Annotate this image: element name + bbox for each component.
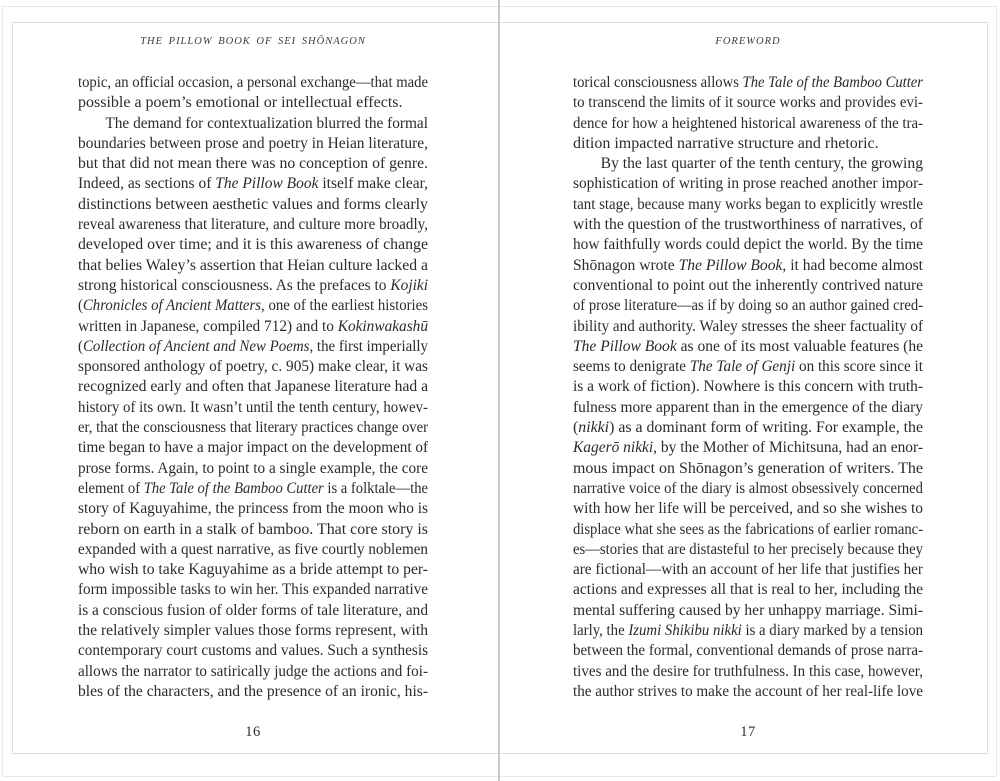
body-line: conventional to point out the inherently contrived nature bbox=[573, 276, 923, 294]
body-line: dence for how a heightened historical awareness of the tra- bbox=[573, 114, 923, 132]
body-line: The Pillow Book as one of its most valuable features (he bbox=[573, 337, 923, 355]
body-line: developed over time; and it is this awareness of change bbox=[78, 236, 428, 254]
body-line: er, that the consciousness that literary practices change over bbox=[78, 419, 428, 437]
body-line: who wish to take Kaguyahime as a bride attempt to per- bbox=[78, 561, 428, 579]
body-line: that belies Waley’s assertion that Heian culture lacked a bbox=[78, 256, 428, 274]
body-line: The demand for contextualization blurred the formal bbox=[105, 114, 429, 132]
left-page-text bbox=[78, 73, 428, 702]
body-line: tant stage, because many works began to explicitly wrestle bbox=[573, 195, 923, 213]
body-line: are fictional—with an account of her life that justifies her bbox=[573, 561, 923, 579]
body-line: the relatively simpler values those forms represent, with bbox=[78, 622, 428, 640]
body-line: allows the narrator to satirically judge the actions and foi- bbox=[78, 662, 428, 680]
right-page-number: 17 bbox=[740, 724, 756, 740]
body-line: ibility and authority. Waley stresses the sheer factuality of bbox=[573, 317, 923, 335]
body-line: but that did not mean there was no conception of genre. bbox=[78, 155, 428, 173]
body-line: tives and the desire for truthfulness. In this case, however, bbox=[573, 662, 923, 680]
body-line: bles of the characters, and the presence of an ironic, his- bbox=[78, 682, 428, 700]
body-line: (Collection of Ancient and New Poems, the first imperially bbox=[78, 337, 428, 355]
body-line: fulness more apparent than in the emergence of the diary bbox=[573, 398, 923, 416]
body-line: actions and expresses all that is real to her, including the bbox=[573, 581, 923, 599]
body-line: possible a poem’s emotional or intellectual effects. bbox=[78, 94, 403, 112]
body-line: written in Japanese, compiled 712) and to Kokinwakashū bbox=[78, 317, 428, 335]
body-line: Kagerō nikki, by the Mother of Michitsuna, had an enor- bbox=[573, 439, 923, 457]
body-line: es—stories that are distasteful to her precisely because they bbox=[573, 540, 923, 558]
body-line: story of Kaguyahime, the princess from the moon who is bbox=[78, 500, 428, 518]
body-line: is a work of fiction). Nowhere is this concern with truth- bbox=[573, 378, 923, 396]
body-line: is a conscious fusion of older forms of tale literature, and bbox=[78, 601, 428, 619]
body-line: prose forms. Again, to point to a single example, the core bbox=[78, 459, 428, 477]
left-page-number: 16 bbox=[245, 724, 261, 740]
body-line: torical consciousness allows The Tale of the Bamboo Cutter bbox=[573, 74, 923, 91]
running-header-right: FOREWORD bbox=[715, 36, 781, 47]
body-line: displace what she sees as the fabrications of earlier romanc- bbox=[573, 520, 923, 538]
body-line: expanded with a quest narrative, as five courtly noblemen bbox=[78, 540, 428, 558]
body-line: (nikki) as a dominant form of writing. For example, the bbox=[573, 419, 923, 437]
body-line: with how her life will be perceived, and so she wishes to bbox=[573, 500, 923, 518]
body-line: mental suffering caused by her unhappy marriage. Simi- bbox=[573, 601, 923, 619]
running-header-left: THE PILLOW BOOK OF SEI SHŌNAGON bbox=[140, 36, 366, 47]
body-line: recognized early and often that Japanese literature had a bbox=[78, 378, 428, 396]
body-line: between the formal, conventional demands of prose narra- bbox=[573, 642, 923, 660]
body-line: Indeed, as sections of The Pillow Book itself make clear, bbox=[78, 175, 428, 193]
body-line: with the question of the trustworthiness of narratives, of bbox=[573, 216, 923, 234]
body-line: sponsored anthology of poetry, c. 905) make clear, it was bbox=[78, 358, 428, 376]
body-line: to transcend the limits of it source works and provides evi- bbox=[573, 94, 923, 112]
body-line: time began to have a major impact on the development of bbox=[78, 439, 428, 457]
body-line: (Chronicles of Ancient Matters, one of the earliest histories bbox=[78, 297, 428, 315]
body-line: element of The Tale of the Bamboo Cutter is a folktale—the bbox=[78, 479, 428, 497]
body-line: strong historical consciousness. As the prefaces to Kojiki bbox=[78, 276, 428, 294]
body-line: dition impacted narrative structure and rhetoric. bbox=[573, 134, 879, 152]
body-line: narrative voice of the diary is almost obsessively concerned bbox=[573, 479, 923, 497]
right-page-text bbox=[573, 73, 923, 702]
body-line: distinctions between aesthetic values and forms clearly bbox=[78, 195, 428, 213]
body-line: boundaries between prose and poetry in Heian literature, bbox=[78, 134, 428, 152]
body-line: mous impact on Shōnagon’s generation of writers. The bbox=[573, 459, 923, 477]
body-line: of prose literature—as if by doing so an author gained cred- bbox=[573, 297, 923, 315]
body-line: reborn on earth in a stalk of bamboo. That core story is bbox=[78, 520, 428, 538]
body-line: history of its own. It wasn’t until the tenth century, howev- bbox=[78, 398, 428, 416]
body-line: Shōnagon wrote The Pillow Book, it had become almost bbox=[573, 256, 923, 274]
body-line: topic, an official occasion, a personal exchange—that made bbox=[78, 74, 428, 91]
body-line: By the last quarter of the tenth century, the growing bbox=[600, 155, 923, 173]
body-line: the author strives to make the account of her real-life love bbox=[573, 682, 923, 700]
body-line: larly, the Izumi Shikibu nikki is a diary marked by a tension bbox=[573, 622, 923, 640]
page-gutter-divider bbox=[498, 0, 500, 781]
body-line: how faithfully words could depict the world. By the time bbox=[573, 236, 923, 254]
body-line: contemporary court customs and values. Such a synthesis bbox=[78, 642, 428, 660]
body-line: reveal awareness that literature, and culture more broadly, bbox=[78, 216, 428, 234]
body-line: sophistication of writing in prose reached another impor- bbox=[573, 175, 923, 193]
body-line: seems to denigrate The Tale of Genji on this score since it bbox=[573, 358, 923, 376]
body-line: form impossible tasks to win her. This expanded narrative bbox=[78, 581, 428, 599]
